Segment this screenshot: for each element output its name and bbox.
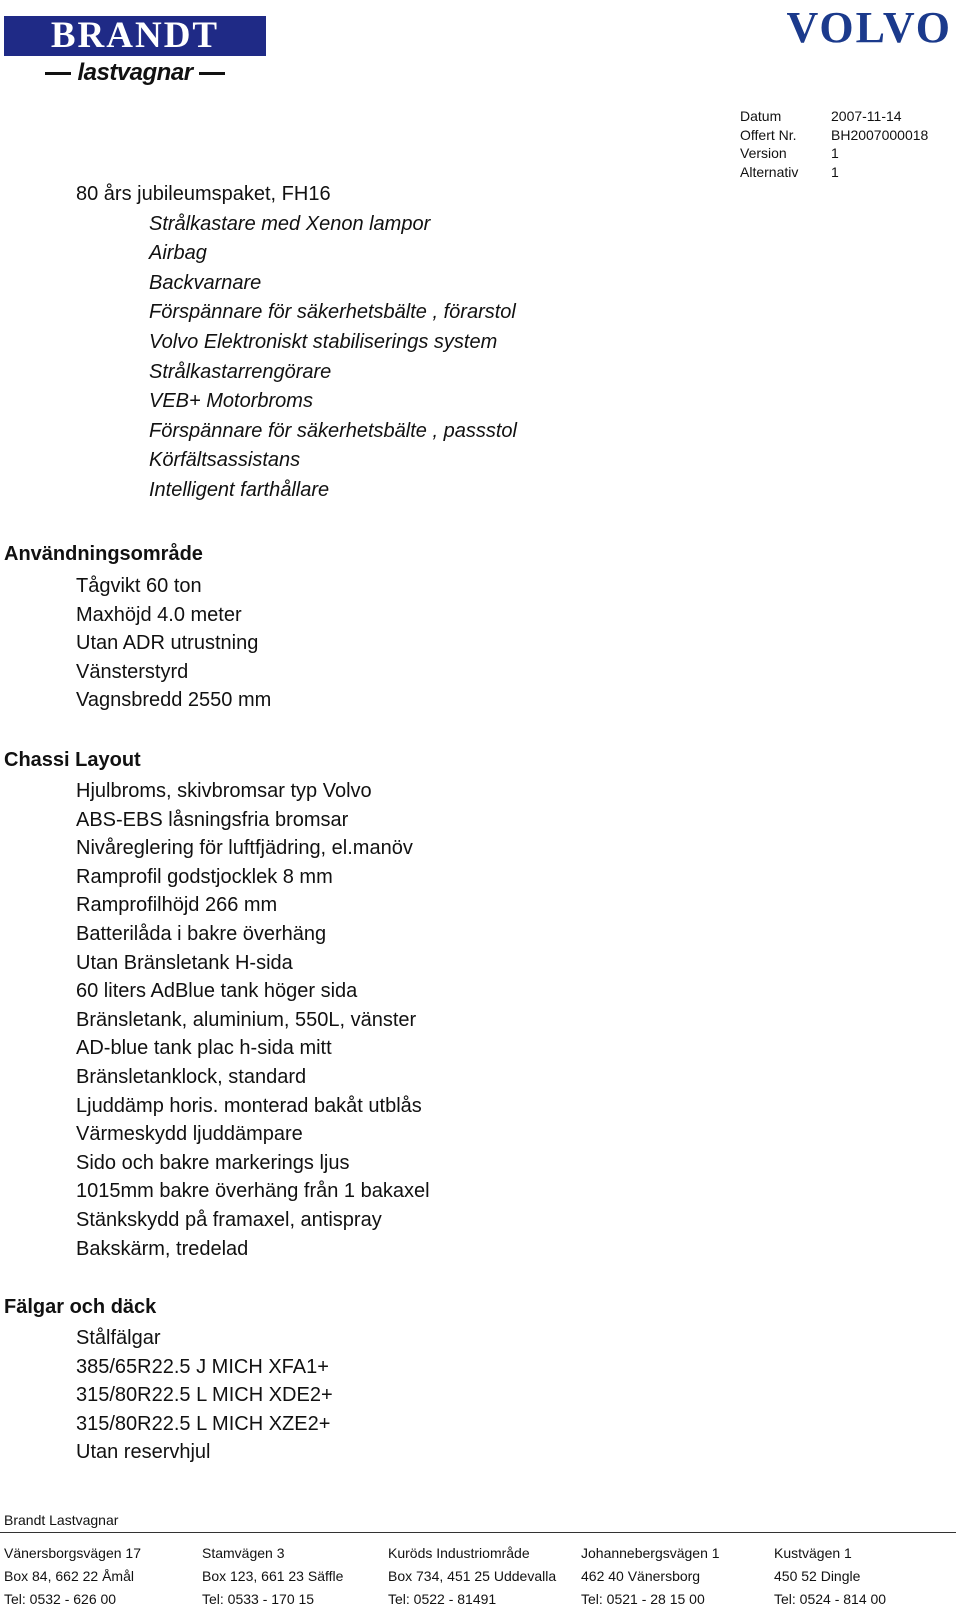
list-item: Utan reservhjul	[76, 1441, 211, 1464]
chassis-section	[0, 746, 700, 1263]
footer-column	[774, 1542, 886, 1611]
list-item: Utan ADR utrustning	[76, 632, 259, 655]
list-item: Nivåreglering för luftfjädring, el.manöv	[76, 837, 413, 860]
footer-divider	[0, 1532, 956, 1533]
footer-line: Tel: 0532 - 626 00	[4, 1591, 117, 1607]
meta-row	[740, 126, 928, 145]
footer-line: 450 52 Dingle	[774, 1568, 861, 1584]
section-heading: Användningsområde	[4, 543, 203, 565]
brandt-logo-name: BRANDT	[4, 16, 266, 56]
list-item: Backvarnare	[149, 271, 262, 294]
footer-line: Vänersborgsvägen 17	[4, 1545, 141, 1561]
list-item: Utan Bränsletank H-sida	[76, 951, 293, 974]
footer-line: Box 84, 662 22 Åmål	[4, 1568, 134, 1584]
list-item: Stänkskydd på framaxel, antispray	[76, 1208, 382, 1231]
list-item: Strålkastare med Xenon lampor	[149, 212, 431, 235]
meta-label: Datum	[740, 108, 782, 124]
list-item: Airbag	[149, 242, 207, 265]
section-heading: Chassi Layout	[4, 749, 141, 771]
footer-line: Tel: 0522 - 81491	[388, 1591, 497, 1607]
footer-company: Brandt Lastvagnar	[4, 1512, 119, 1528]
list-item: Hjulbroms, skivbromsar typ Volvo	[76, 780, 372, 802]
brandt-logo	[4, 14, 266, 84]
footer-line: Box 734, 451 25 Uddevalla	[388, 1568, 557, 1584]
list-item: Bakskärm, tredelad	[76, 1237, 249, 1260]
list-item: Maxhöjd 4.0 meter	[76, 603, 242, 626]
list-item: 1015mm bakre överhäng från 1 bakaxel	[76, 1180, 430, 1203]
list-item: Körfältsassistans	[149, 449, 301, 472]
meta-value: 2007-11-14	[831, 108, 902, 124]
list-item: 315/80R22.5 L MICH XDE2+	[76, 1384, 333, 1407]
list-item: VEB+ Motorbroms	[149, 390, 313, 413]
list-item: Bränsletanklock, standard	[76, 1065, 307, 1088]
wheels-section	[0, 1293, 700, 1467]
list-item: AD-blue tank plac h-sida mitt	[76, 1037, 332, 1060]
list-item: Stålfälgar	[76, 1327, 161, 1349]
footer-line: Tel: 0533 - 170 15	[202, 1591, 315, 1607]
list-item: Ramprofil godstjocklek 8 mm	[76, 865, 333, 888]
logo-line-left	[45, 72, 71, 75]
list-item: Vänsterstyrd	[76, 660, 189, 683]
footer-line: Kustvägen 1	[774, 1545, 852, 1561]
footer-line: Tel: 0521 - 28 15 00	[581, 1591, 705, 1607]
volvo-logo: VOLVO	[786, 3, 952, 52]
meta-row	[740, 107, 928, 126]
footer-line: Tel: 0524 - 814 00	[774, 1591, 887, 1607]
list-item: Tågvikt 60 ton	[76, 575, 202, 597]
meta-row	[740, 163, 928, 182]
list-item: Vagnsbredd 2550 mm	[76, 689, 272, 712]
brandt-logo-sub	[4, 58, 266, 88]
list-item: Strålkastarrengörare	[149, 360, 332, 383]
footer-column	[388, 1542, 556, 1611]
package-section	[0, 180, 700, 506]
list-item: 60 liters AdBlue tank höger sida	[76, 980, 358, 1003]
list-item: Förspännare för säkerhetsbälte , förarstol	[149, 301, 516, 324]
footer-line: Johannebergsvägen 1	[581, 1545, 720, 1561]
meta-label: Version	[740, 145, 787, 161]
list-item: 315/80R22.5 L MICH XZE2+	[76, 1412, 331, 1435]
meta-value: 1	[831, 163, 839, 180]
logo-line-right	[199, 72, 225, 75]
list-item: 385/65R22.5 J MICH XFA1+	[76, 1355, 329, 1378]
meta-value: BH2007000018	[831, 126, 929, 143]
meta-label: Offert Nr.	[740, 126, 797, 143]
brandt-logo-subtext: lastvagnar	[77, 59, 193, 86]
list-item: Värmeskydd ljuddämpare	[76, 1123, 303, 1146]
document-meta	[740, 107, 928, 181]
list-item: Ramprofilhöjd 266 mm	[76, 894, 278, 917]
meta-row	[740, 144, 928, 163]
footer-column	[4, 1542, 141, 1611]
list-item: Ljuddämp horis. monterad bakåt utblås	[76, 1094, 422, 1117]
footer-line: 462 40 Vänersborg	[581, 1568, 701, 1584]
meta-value: 1	[831, 145, 839, 161]
footer-column	[581, 1542, 720, 1611]
footer-line: Box 123, 661 23 Säffle	[202, 1568, 344, 1584]
list-item: Intelligent farthållare	[149, 478, 330, 501]
footer-line: Kuröds Industriområde	[388, 1545, 530, 1561]
footer-line: Stamvägen 3	[202, 1545, 285, 1561]
list-item: Sido och bakre markerings ljus	[76, 1151, 350, 1174]
footer-column	[202, 1542, 343, 1611]
list-item: Volvo Elektroniskt stabiliserings system	[149, 330, 498, 353]
section-heading: Fälgar och däck	[4, 1296, 157, 1318]
list-item: ABS-EBS låsningsfria bromsar	[76, 808, 349, 831]
package-title: 80 års jubileumspaket, FH16	[76, 183, 331, 205]
list-item: Bränsletank, aluminium, 550L, vänster	[76, 1008, 417, 1031]
list-item: Förspännare för säkerhetsbälte , passstol	[149, 419, 517, 442]
meta-label: Alternativ	[740, 163, 799, 180]
list-item: Batterilåda i bakre överhäng	[76, 922, 327, 945]
usage-section	[0, 540, 700, 715]
